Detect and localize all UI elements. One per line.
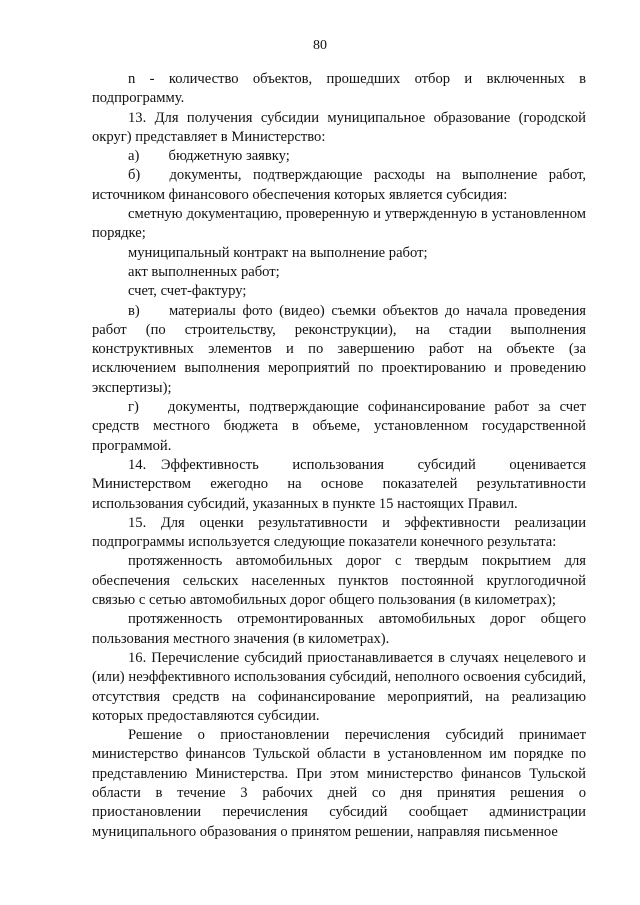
paragraph-14: 14. Эффективность использования субсидий оценивается Министерством ежегодно на основе показателей результативности использования субсидий, указанных в пункте 15 настоящих Правил. — [92, 456, 586, 512]
paragraph-16-decision: Решение о приостановлении перечисления субсидий принимает министерство финансов Тульской области в установленном им порядке по представлению Министерства. При этом министерство финансов Тульской области в течение 3 рабочих дней со дня принятия решения о приостановлении перечисления субсидий сообщает администрации муниципального образования о принятом решении, направляя письменное — [92, 727, 586, 840]
document-body — [92, 70, 586, 842]
paragraph-13-b: б) документы, подтверждающие расходы на выполнение работ, источником финансового обеспечения которых является субсидия: — [92, 167, 586, 203]
paragraph-n-definition: n - количество объектов, прошедших отбор и включенных в подпрограмму. — [92, 71, 586, 107]
paragraph-13-a: а) бюджетную заявку; — [128, 148, 290, 165]
paragraph-15: 15. Для оценки результативности и эффективности реализации подпрограммы используется следующие показатели конечного результата: — [92, 514, 586, 551]
paragraph-13-g: г) документы, подтверждающие софинансирование работ за счет средств местного бюджета в объеме, установленном государственной программой. — [92, 399, 586, 454]
paragraph-13-v: в) материалы фото (видео) съемки объектов до начала проведения работ (по строительству, реконструкции), на стадии выполнения конструктивных элементов и по завершению работ на объекте (за исключением выполнения мероприятий по проектированию и проведению экспертизы); — [92, 302, 586, 396]
paragraph-13-b-estimate: сметную документацию, проверенную и утвержденную в установленном порядке; — [92, 206, 586, 242]
paragraph-13-b-invoice: счет, счет-фактуру; — [128, 283, 247, 300]
paragraph-16: 16. Перечисление субсидий приостанавливается в случаях нецелевого и (или) неэффективного использования субсидий, неполного освоения субсидий, отсутствия средств на софинансирование мероприятий, на реализацию которых предоставляются субсидии. — [92, 649, 586, 724]
page-number: 80 — [313, 38, 327, 53]
paragraph-13-b-act: акт выполненных работ; — [128, 263, 280, 280]
paragraph-15-indicator-2: протяженность отремонтированных автомобильных дорог общего пользования местного значения (в километрах). — [92, 611, 586, 647]
paragraph-13-b-contract: муниципальный контракт на выполнение работ; — [128, 244, 428, 261]
paragraph-15-indicator-1: протяженность автомобильных дорог с твердым покрытием для обеспечения сельских населенных пунктов постоянной круглогодичной связью с сетью автомобильных дорог общего пользования (в километрах); — [92, 553, 586, 609]
paragraph-13: 13. Для получения субсидии муниципальное образование (городской округ) представляет в Министерство: — [92, 109, 586, 145]
